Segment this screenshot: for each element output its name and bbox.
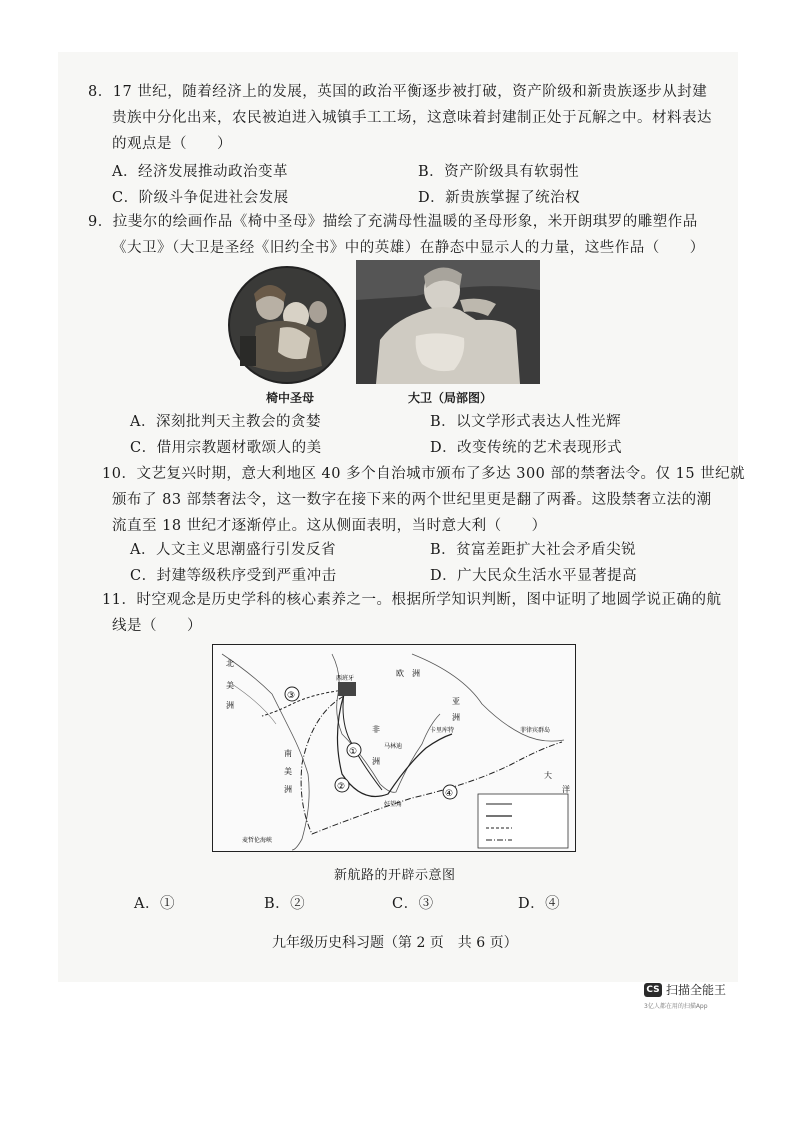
q10-line1: 10．文艺复兴时期，意大利地区 40 多个自治城市颁布了多达 300 部的禁奢法令。仅 15 世纪就 bbox=[102, 466, 746, 482]
map-label-north-america-1: 北 bbox=[226, 659, 234, 668]
q9-option-a: A．深刻批判天主教会的贪婪 bbox=[130, 414, 321, 430]
map-label-spain: 西班牙 bbox=[336, 675, 355, 682]
q10-line3: 流直至 18 世纪才逐渐停止。这从侧面表明，当时意大利（ ） bbox=[112, 518, 547, 534]
q8-option-a: A．经济发展推动政治变革 bbox=[112, 164, 288, 180]
david-statue-image bbox=[356, 260, 540, 384]
map-label-south-america-2: 美 bbox=[284, 767, 292, 776]
map-label-calicut: 卡里库特 bbox=[430, 727, 455, 734]
map-route-3-label: ③ bbox=[287, 691, 296, 701]
map-route-4-label: ④ bbox=[445, 789, 454, 799]
map-label-north-america-3: 洲 bbox=[226, 701, 234, 710]
new-routes-map bbox=[212, 644, 576, 852]
q10-line2: 颁布了 83 部禁奢法令，这一数字在接下来的两个世纪里更是翻了两番。这股禁奢立法的潮 bbox=[112, 492, 712, 508]
q9-option-c: C．借用宗教题材歌颂人的美 bbox=[130, 440, 322, 456]
q9-option-b: B．以文学形式表达人性光辉 bbox=[430, 414, 622, 430]
map-label-ocean-1: 大 bbox=[544, 771, 552, 780]
map-label-europe-1: 欧 bbox=[396, 669, 404, 678]
q9-line1: 9．拉斐尔的绘画作品《椅中圣母》描绘了充满母性温暖的圣母形象，米开朗琪罗的雕塑作品 bbox=[88, 214, 698, 230]
map-label-africa-1: 非 bbox=[372, 725, 380, 734]
q8-line3: 的观点是（ ） bbox=[112, 136, 232, 152]
map-label-north-america-2: 美 bbox=[226, 681, 234, 690]
map-label-cape: 好望角 bbox=[384, 801, 403, 808]
map-label-ocean-2: 洋 bbox=[562, 785, 570, 794]
q8-option-c: C．阶级斗争促进社会发展 bbox=[112, 190, 289, 206]
q8-option-d: D．新贵族掌握了统治权 bbox=[418, 190, 581, 206]
q8-line1: 8．17 世纪，随着经济上的发展，英国的政治平衡逐步被打破，资产阶级和新贵族逐步从封建 bbox=[88, 84, 708, 100]
map-label-europe-2: 洲 bbox=[412, 669, 420, 678]
q10-option-b: B．贫富差距扩大社会矛盾尖锐 bbox=[430, 542, 637, 558]
map-label-philippines: 菲律宾群岛 bbox=[520, 727, 551, 734]
map-label-south-america-3: 洲 bbox=[284, 785, 292, 794]
camscanner-tagline: 3亿人都在用的扫描App bbox=[644, 1003, 708, 1010]
david-caption: 大卫（局部图） bbox=[408, 391, 493, 405]
page-footer: 九年级历史科习题（第 2 页 共 6 页） bbox=[272, 935, 518, 951]
q10-option-a: A．人文主义思潮盛行引发反省 bbox=[130, 542, 336, 558]
q11-option-d: D．④ bbox=[518, 896, 561, 912]
q8-option-b: B．资产阶级具有软弱性 bbox=[418, 164, 580, 180]
q8-line2: 贵族中分化出来，农民被迫进入城镇手工工场，这意味着封建制正处于瓦解之中。材料表达 bbox=[112, 110, 712, 126]
q11-option-c: C．③ bbox=[392, 896, 434, 912]
madonna-painting-image bbox=[226, 266, 348, 384]
q11-line1: 11．时空观念是历史学科的核心素养之一。根据所学知识判断，图中证明了地圆学说正确的航 bbox=[102, 592, 722, 608]
map-label-africa-2: 洲 bbox=[372, 757, 380, 766]
q10-option-c: C．封建等级秩序受到严重冲击 bbox=[130, 568, 337, 584]
map-label-asia-1: 亚 bbox=[452, 697, 460, 706]
q11-option-a: A．① bbox=[134, 896, 175, 912]
map-label-magellan-strait: 麦哲伦海峡 bbox=[242, 837, 273, 844]
q11-line2: 线是（ ） bbox=[112, 618, 202, 634]
map-label-asia-2: 洲 bbox=[452, 713, 460, 722]
madonna-caption: 椅中圣母 bbox=[266, 391, 315, 405]
camscanner-logo: CS bbox=[644, 983, 662, 997]
map-label-south-america-1: 南 bbox=[284, 749, 292, 758]
map-label-malindi: 马林迪 bbox=[384, 743, 403, 750]
q11-option-b: B．② bbox=[264, 896, 306, 912]
map-route-2-label: ② bbox=[337, 782, 346, 792]
q10-option-d: D．广大民众生活水平显著提高 bbox=[430, 568, 638, 584]
camscanner-name: 扫描全能王 bbox=[666, 983, 727, 997]
q9-line2: 《大卫》（大卫是圣经《旧约全书》中的英雄）在静态中显示人的力量，这些作品（ ） bbox=[112, 240, 705, 256]
map-title: 新航路的开辟示意图 bbox=[334, 868, 456, 883]
map-route-1-label: ① bbox=[349, 747, 358, 757]
q9-option-d: D．改变传统的艺术表现形式 bbox=[430, 440, 623, 456]
